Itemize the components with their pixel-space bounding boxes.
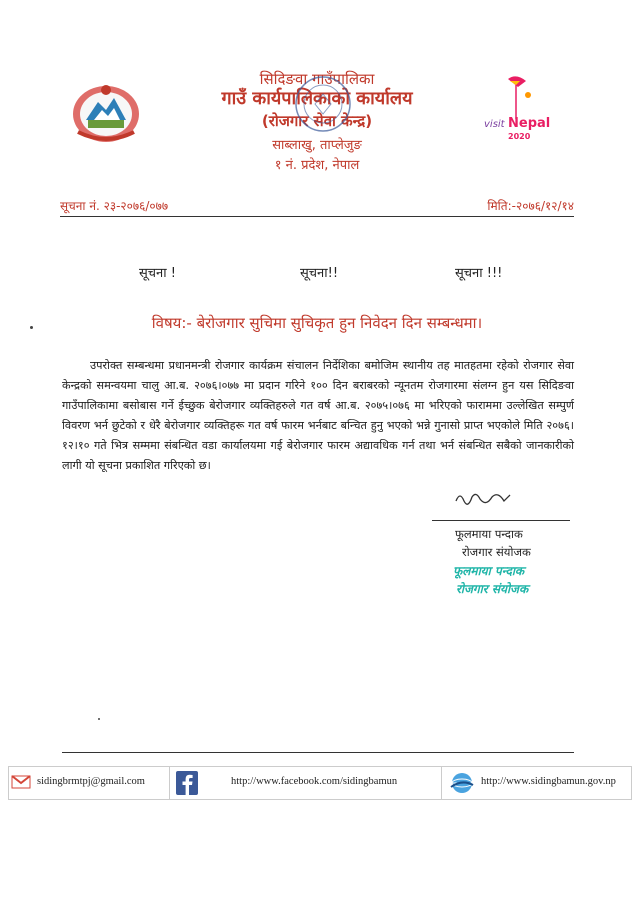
signature-line [432, 520, 570, 521]
facebook-icon [176, 771, 198, 795]
gmail-icon [11, 774, 31, 790]
notice-number: सूचना नं. २३-२०७६/०७७ [60, 199, 169, 213]
footer-divider [62, 752, 574, 753]
facebook-link[interactable]: http://www.facebook.com/sidingbamun [231, 776, 398, 787]
reference-row [60, 197, 574, 215]
nepal-text: Nepal [508, 116, 551, 131]
office-name: गाउँ कार्यपालिकाको कार्यालय [221, 88, 413, 109]
scan-speck [98, 718, 100, 720]
stamp-name: फूलमाया पन्दाक [453, 564, 525, 578]
year-text: 2020 [508, 132, 531, 141]
visit-text: visit [484, 119, 505, 130]
signatory-title: रोजगार संयोजक [462, 545, 531, 559]
notice-word-2: सूचना!! [300, 266, 339, 281]
visit-nepal-logo-icon [470, 75, 562, 145]
header-divider [60, 216, 574, 217]
subject-line: विषय:- बेरोजगार सुचिमा सुचिकृत हुन निवेदन दिन सम्बन्धमा। [151, 314, 483, 332]
website-globe-icon [449, 771, 475, 795]
stamp-title: रोजगार संयोजक [456, 582, 529, 596]
signatory-name: फूलमाया पन्दाक [455, 527, 523, 541]
footer-separator [441, 767, 442, 799]
email-link[interactable]: sidingbrmtpj@gmail.com [37, 776, 145, 787]
province: १ नं. प्रदेश, नेपाल [274, 158, 360, 173]
office-address: साब्लाखु, ताप्लेजुङ [272, 138, 362, 153]
office-seal-stamp [293, 74, 353, 134]
body-paragraph: उपरोक्त सम्बन्धमा प्रधानमन्त्री रोजगार कार्यक्रम संचालन निर्देशिका बमोजिम स्थानीय तह मातहतमा रहेको रोजगार सेवा केन्द्रको समन्वयमा चालु आ.ब. २०७६।०७७ मा प्रदान गरिने १०० दिन बराबरको न्यूनतम रोजगारमा संलग्न हुन यस सिदिङवा गाउँपालिकामा बसोबास गर्ने ईच्छुक बेरोजगार व्यक्तिहरुले गत वर्ष आ.ब. २०७५।०७६ मा भरिएको फाराममा उल्लेखित सम्पुर्ण विवरण भर्न छुटेको र धेरै बेरोजगार व्यक्तिहरू गत वर्ष फारम भर्नबाट बन्चित हुनु भएको भन्ने गुनासो प्राप्त भएकोले मिति २०७६।१२।१० गते भित्र सम्ममा संबन्धित वडा कार्यालयमा गई बेरोजगार फारम अद्यावधिक गर्न तथा भर्न संबन्धित सबैको जानकारीको लागी यो सूचना प्रकाशित गरिएको छ। [62, 359, 574, 472]
website-link[interactable]: http://www.sidingbamun.gov.np [481, 776, 616, 787]
signature [452, 487, 512, 511]
municipality-name: सिदिङवा गाउँपालिका [259, 70, 375, 88]
center-name: (रोजगार सेवा केन्द्र) [261, 112, 373, 130]
notice-date: मिति:-२०७६/१२/१४ [487, 199, 574, 213]
contact-footer [8, 766, 632, 800]
footer-separator [169, 767, 170, 799]
notice-word-3: सूचना !!! [455, 266, 503, 281]
notice-word-1: सूचना ! [139, 266, 176, 281]
scan-speck [30, 326, 33, 329]
nepal-emblem-icon [68, 80, 144, 144]
